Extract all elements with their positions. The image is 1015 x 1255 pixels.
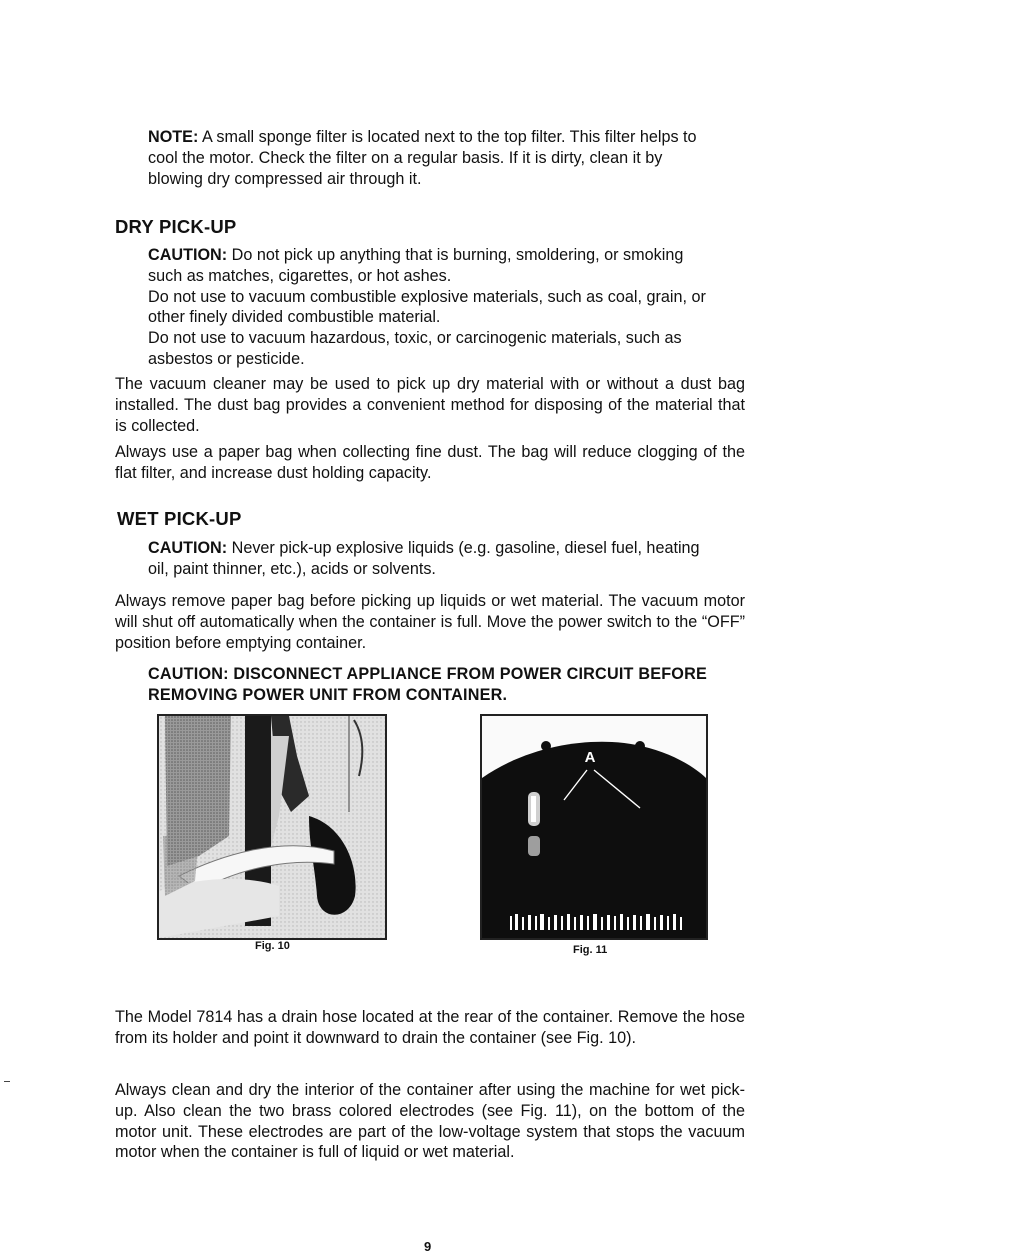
fig-10-caption: Fig. 10 [255,940,290,952]
wet-pickup-caution [148,538,718,580]
note-text: A small sponge filter is located next to the top filter. This filter helps to cool the motor. Check the filter on a regular basis. If it is dirty, clean it by blowing dry compressed air through it. [148,128,697,188]
fig-10-illustration [159,716,385,938]
dry-caution-line-1 [148,245,713,287]
fig-11-caption: Fig. 11 [573,944,608,956]
fig-11-illustration [482,716,706,938]
dry-caution-line-3: Do not use to vacuum hazardous, toxic, or carcinogenic materials, such as asbestos or pesticide. [148,329,682,368]
wet-pickup-paragraph-1: Always remove paper bag before picking up liquids or wet material. The vacuum motor will shut off automatically when the container is full. Move the power switch to the “OFF” position before emptying container. [115,592,745,652]
note-label: NOTE: [148,128,199,146]
cleaning-paragraph: Always clean and dry the interior of the container after using the machine for wet pick-up. Also clean the two brass colored electrodes (see Fig. 11), on the bottom of the motor unit. These electrodes are part of the low-voltage system that stops the vacuum motor when the container is full of liquid or wet material. [115,1081,745,1162]
dry-pickup-paragraph-2: Always use a paper bag when collecting fine dust. The bag will reduce clogging of the flat filter, and increase dust holding capacity. [115,443,745,482]
drain-hose-paragraph: The Model 7814 has a drain hose located at the rear of the container. Remove the hose from its holder and point it downward to drain the container (see Fig. 10). [115,1008,745,1047]
fig-11-label-a: A [584,749,596,766]
electrode-right-icon [635,741,645,751]
dry-caution-label: CAUTION: [148,246,228,264]
wet-caution-text: Never pick-up explosive liquids (e.g. gasoline, diesel fuel, heating oil, paint thinner, etc.), acids or solvents. [148,539,700,578]
fig-10-photo [157,714,387,940]
dry-pickup-caution [148,245,713,370]
disconnect-caution: CAUTION: DISCONNECT APPLIANCE FROM POWER CIRCUIT BEFORE REMOVING POWER UNIT FROM CONTAINER. [148,665,707,704]
dry-caution-line-2: Do not use to vacuum combustible explosive materials, such as coal, grain, or other finely divided combustible material. [148,287,706,327]
wet-caution-label: CAUTION: [148,539,228,557]
dry-caution-text-1: Do not pick up anything that is burning, smoldering, or smoking such as matches, cigarettes, or hot ashes. [148,246,684,285]
margin-mark [4,1081,10,1082]
note-paragraph [148,127,718,189]
wet-caution-line [148,538,718,580]
wet-pickup-heading: WET PICK-UP [117,508,242,529]
dry-pickup-paragraph-1: The vacuum cleaner may be used to pick up dry material with or without a dust bag installed. The dust bag provides a convenient method for disposing of the material that is collected. [115,375,745,435]
fig-11-photo [480,714,708,940]
page-number: 9 [424,1239,432,1254]
dry-pickup-heading: DRY PICK-UP [115,216,237,237]
electrode-left-icon [541,741,551,751]
